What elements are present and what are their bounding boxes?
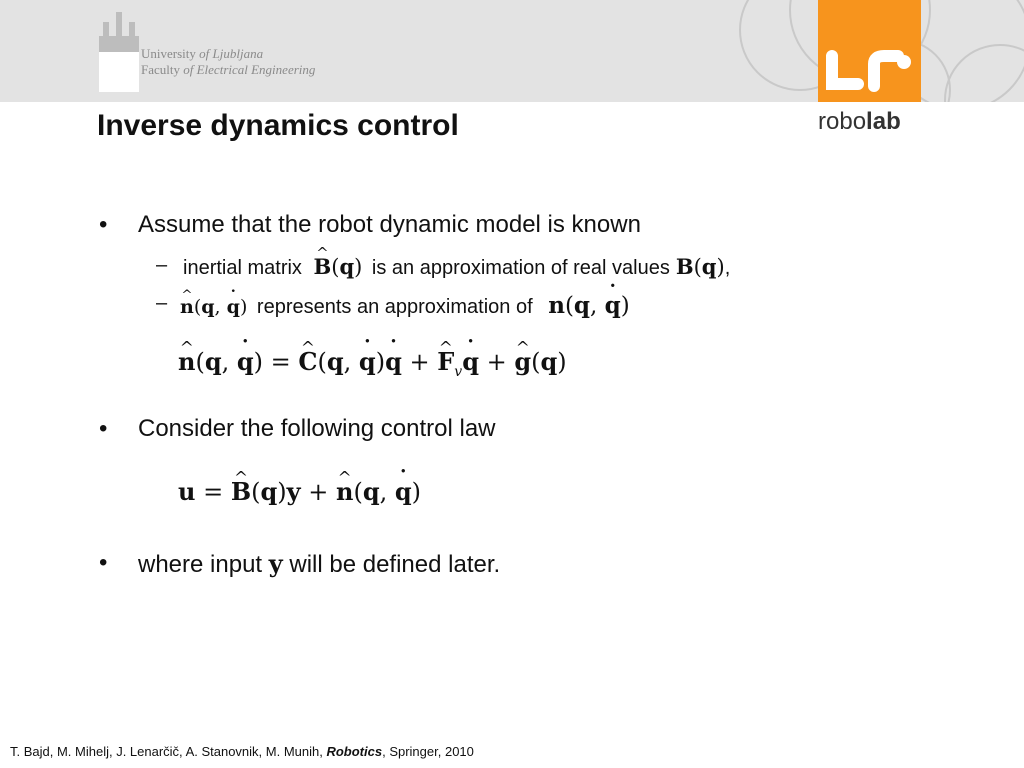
equation-control-law: u = ^ B(q)y + ^ n(q, ˙ q) [178, 477, 421, 506]
bullet-marker: • [99, 549, 108, 576]
bullet-marker: • [99, 211, 108, 238]
robolab-logo: robolab [818, 108, 901, 135]
sub1-comma: , [724, 257, 731, 279]
sub-bullet-approximation [180, 292, 630, 319]
bullet-assume-model: Assume that the robot dynamic model is known [138, 211, 641, 238]
slide-title: Inverse dynamics control [97, 109, 459, 142]
bullet-input-later [138, 549, 500, 579]
dash-marker: – [156, 254, 168, 276]
sub1-pre-text: inertial matrix [183, 257, 302, 279]
math-n-hat-q-qdot: ^ n(q, ˙ q) [180, 296, 247, 318]
bullet3-post-text: will be defined later. [289, 551, 501, 578]
math-b-q: B(q) [675, 254, 725, 279]
sub2-text: represents an approximation of [256, 296, 533, 318]
equation-n-hat-decomposition: ^ n(q, ˙ q) = ^ C(q, ˙ q)˙ q + ^ $F_v˙$ q + ^ g(q) [178, 347, 567, 380]
footer-citation: T. Bajd, M. Mihelj, J. Lenarčič, A. Stanovnik, M. Munih, Robotics, Springer, 2010 [10, 744, 474, 759]
math-b-hat-q: ^ B(q) [313, 255, 362, 279]
university-crest-icon [97, 8, 141, 92]
sub-bullet-inertial-matrix [183, 254, 730, 280]
bullet-control-law: Consider the following control law [138, 415, 496, 442]
bullet-marker: • [99, 415, 108, 442]
lr-logo [818, 0, 921, 102]
math-n-q-qdot: n(q, ˙ q) [548, 293, 630, 319]
bullet3-pre-text: where input [138, 551, 263, 578]
university-name: University of Ljubljana Faculty of Electrical Engineering [141, 46, 316, 77]
math-y: y [268, 549, 283, 578]
dash-marker: – [156, 292, 168, 314]
sub1-mid-text: is an approximation of real values [371, 257, 670, 279]
header-band [0, 0, 1024, 102]
lr-logo-icon [818, 0, 921, 102]
